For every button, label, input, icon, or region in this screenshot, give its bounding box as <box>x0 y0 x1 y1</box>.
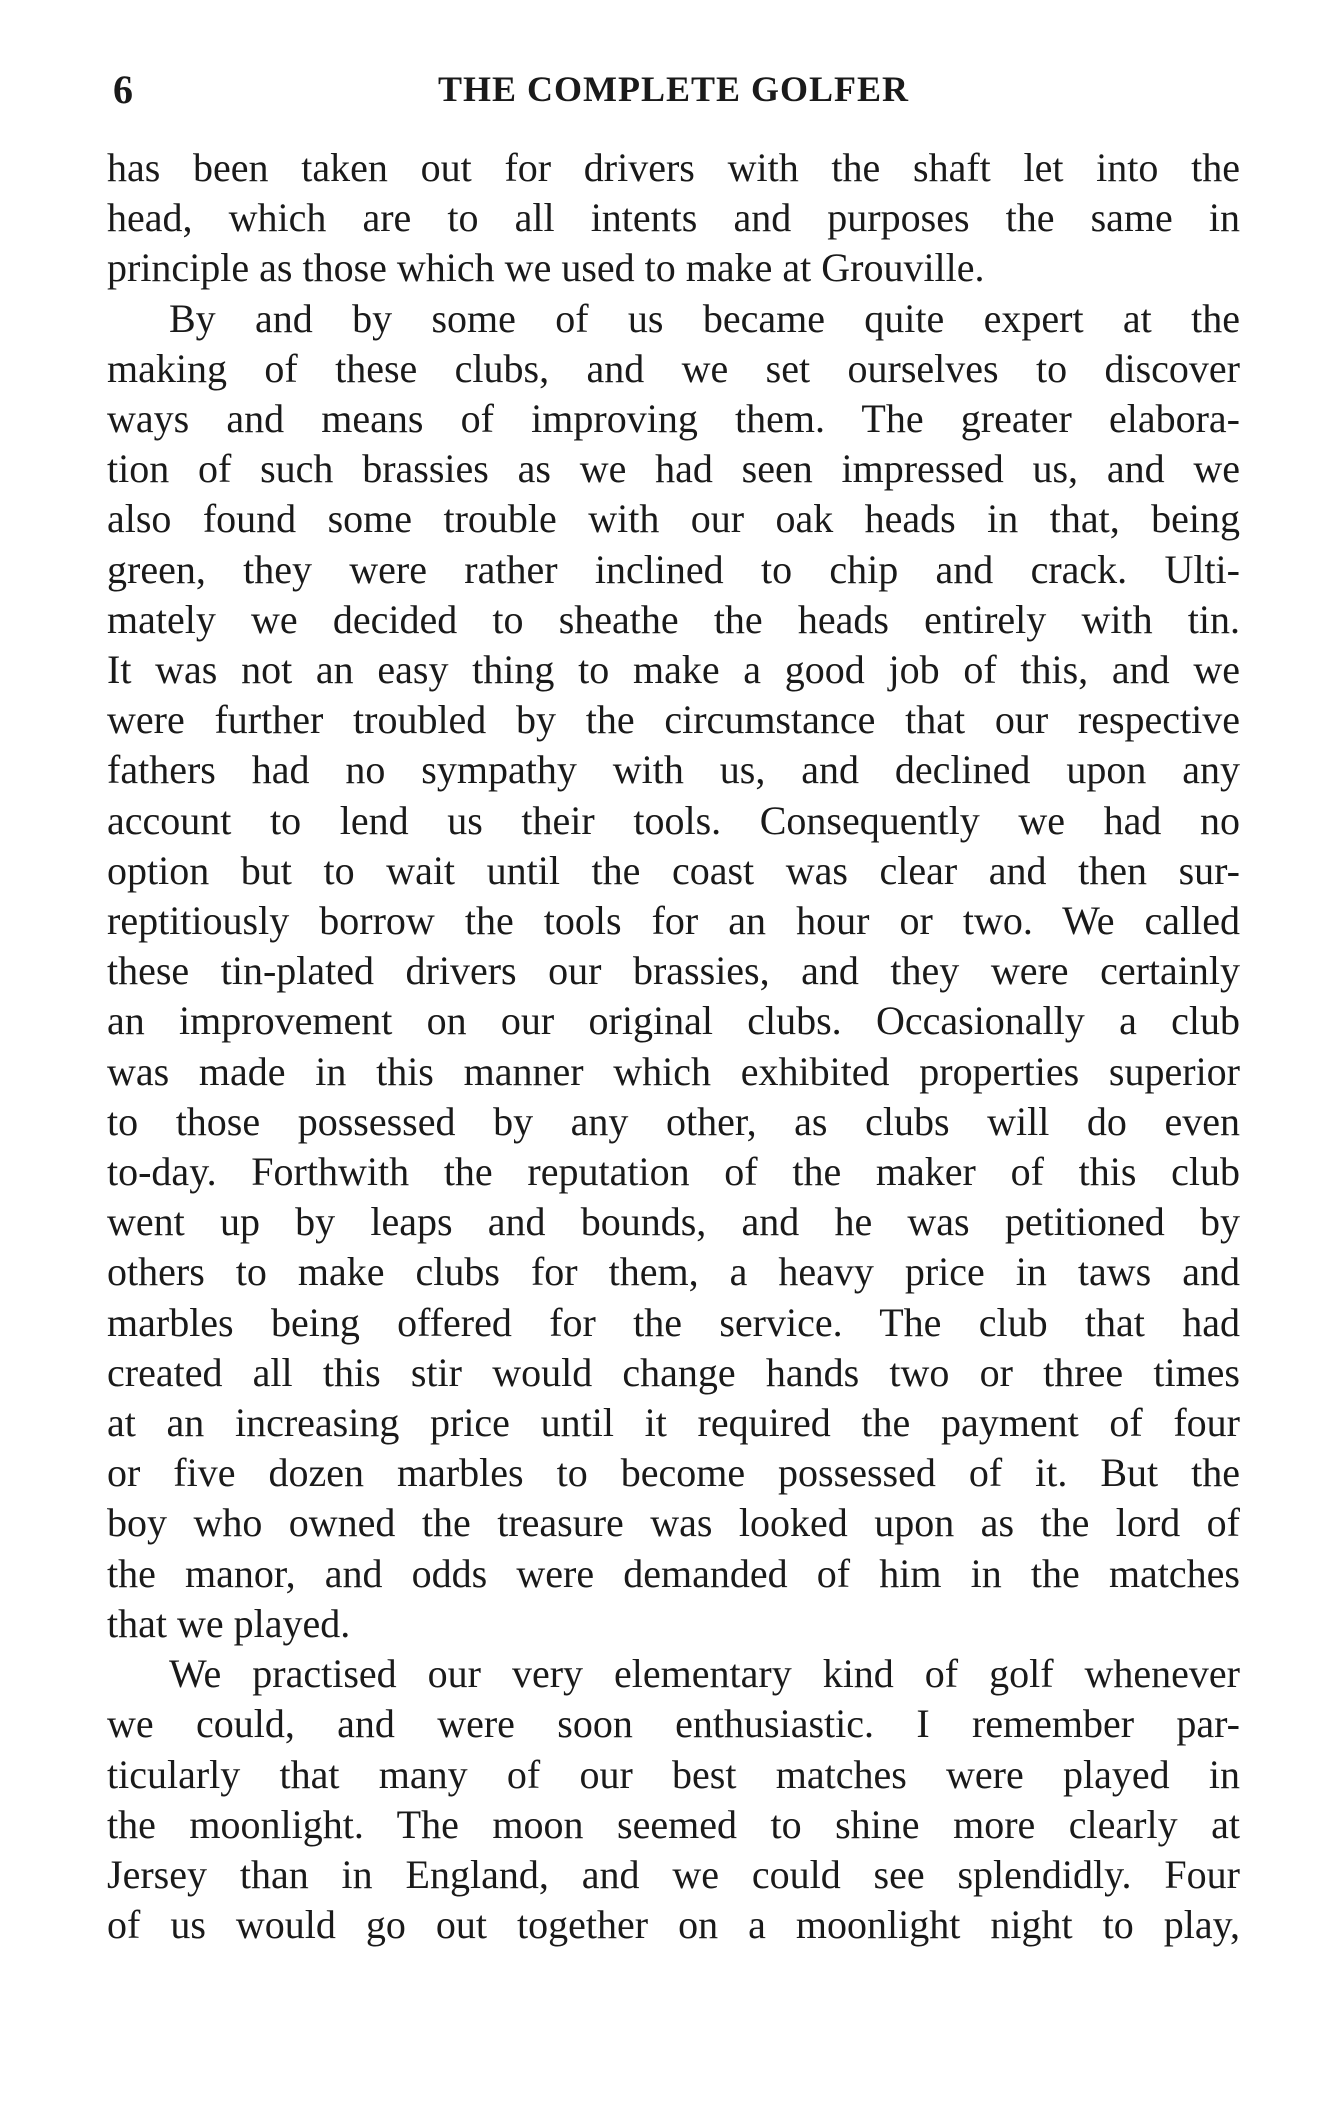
text-line: the manor, and odds were demanded of him in the matches <box>107 1550 1240 1596</box>
text-line: went up by leaps and bounds, and he was petitioned by <box>107 1199 1240 1245</box>
paragraph <box>107 1649 1240 1950</box>
text-line: ways and means of improving them. The greater elabora- <box>107 396 1240 442</box>
text-line: tion of such brassies as we had seen impressed us, and we <box>107 446 1240 492</box>
text-line: an improvement on our original clubs. Occasionally a club <box>107 998 1240 1044</box>
text-line: By and by some of us became quite expert at the <box>169 295 1240 341</box>
page-number: 6 <box>113 67 133 112</box>
text-line: mately we decided to sheathe the heads entirely with tin. <box>107 596 1240 642</box>
text-line: were further troubled by the circumstance that our respective <box>107 697 1240 743</box>
text-line: account to lend us their tools. Consequently we had no <box>107 797 1240 843</box>
text-line: boy who owned the treasure was looked upon as the lord of <box>107 1500 1240 1546</box>
text-line: green, they were rather inclined to chip and crack. Ulti- <box>107 546 1240 592</box>
text-line: was made in this manner which exhibited properties superior <box>107 1048 1240 1094</box>
text-line: these tin-plated drivers our brassies, and they were certainly <box>107 948 1240 994</box>
text-line: Jersey than in England, and we could see splendidly. Four <box>107 1851 1240 1897</box>
text-line: of us would go out together on a moonlight night to play, <box>107 1902 1240 1948</box>
text-line: marbles being offered for the service. The club that had <box>107 1299 1240 1345</box>
text-line: has been taken out for drivers with the shaft let into the <box>107 145 1240 190</box>
text-line: option but to wait until the coast was clear and then sur- <box>107 847 1240 893</box>
text-line: principle as those which we used to make at Grouville. <box>107 245 985 291</box>
text-line: We practised our very elementary kind of golf whenever <box>169 1651 1240 1697</box>
text-line: or five dozen marbles to become possessed of it. But the <box>107 1450 1240 1496</box>
paragraph <box>107 294 1240 1649</box>
text-line: head, which are to all intents and purposes the same in <box>107 195 1240 241</box>
paragraph <box>107 143 1240 294</box>
page-header <box>107 66 1240 116</box>
text-line: to-day. Forthwith the reputation of the maker of this club <box>107 1149 1240 1195</box>
text-line: It was not an easy thing to make a good job of this, and we <box>107 647 1240 693</box>
text-line: ticularly that many of our best matches were played in <box>107 1751 1240 1797</box>
text-line: making of these clubs, and we set ourselves to discover <box>107 345 1240 391</box>
text-line: we could, and were soon enthusiastic. I remember par- <box>107 1701 1240 1747</box>
text-line: also found some trouble with our oak heads in that, being <box>107 496 1240 542</box>
text-line: fathers had no sympathy with us, and declined upon any <box>107 747 1240 793</box>
text-line: others to make clubs for them, a heavy price in taws and <box>107 1249 1240 1295</box>
text-line: to those possessed by any other, as clubs will do even <box>107 1098 1240 1144</box>
text-line: at an increasing price until it required the payment of four <box>107 1400 1240 1446</box>
text-line: created all this stir would change hands two or three times <box>107 1349 1240 1395</box>
text-line: reptitiously borrow the tools for an hour or two. We called <box>107 898 1240 944</box>
running-title: THE COMPLETE GOLFER <box>437 69 910 109</box>
page-body <box>107 143 1240 1950</box>
text-line: that we played. <box>107 1600 351 1646</box>
text-line: the moonlight. The moon seemed to shine more clearly at <box>107 1801 1240 1847</box>
